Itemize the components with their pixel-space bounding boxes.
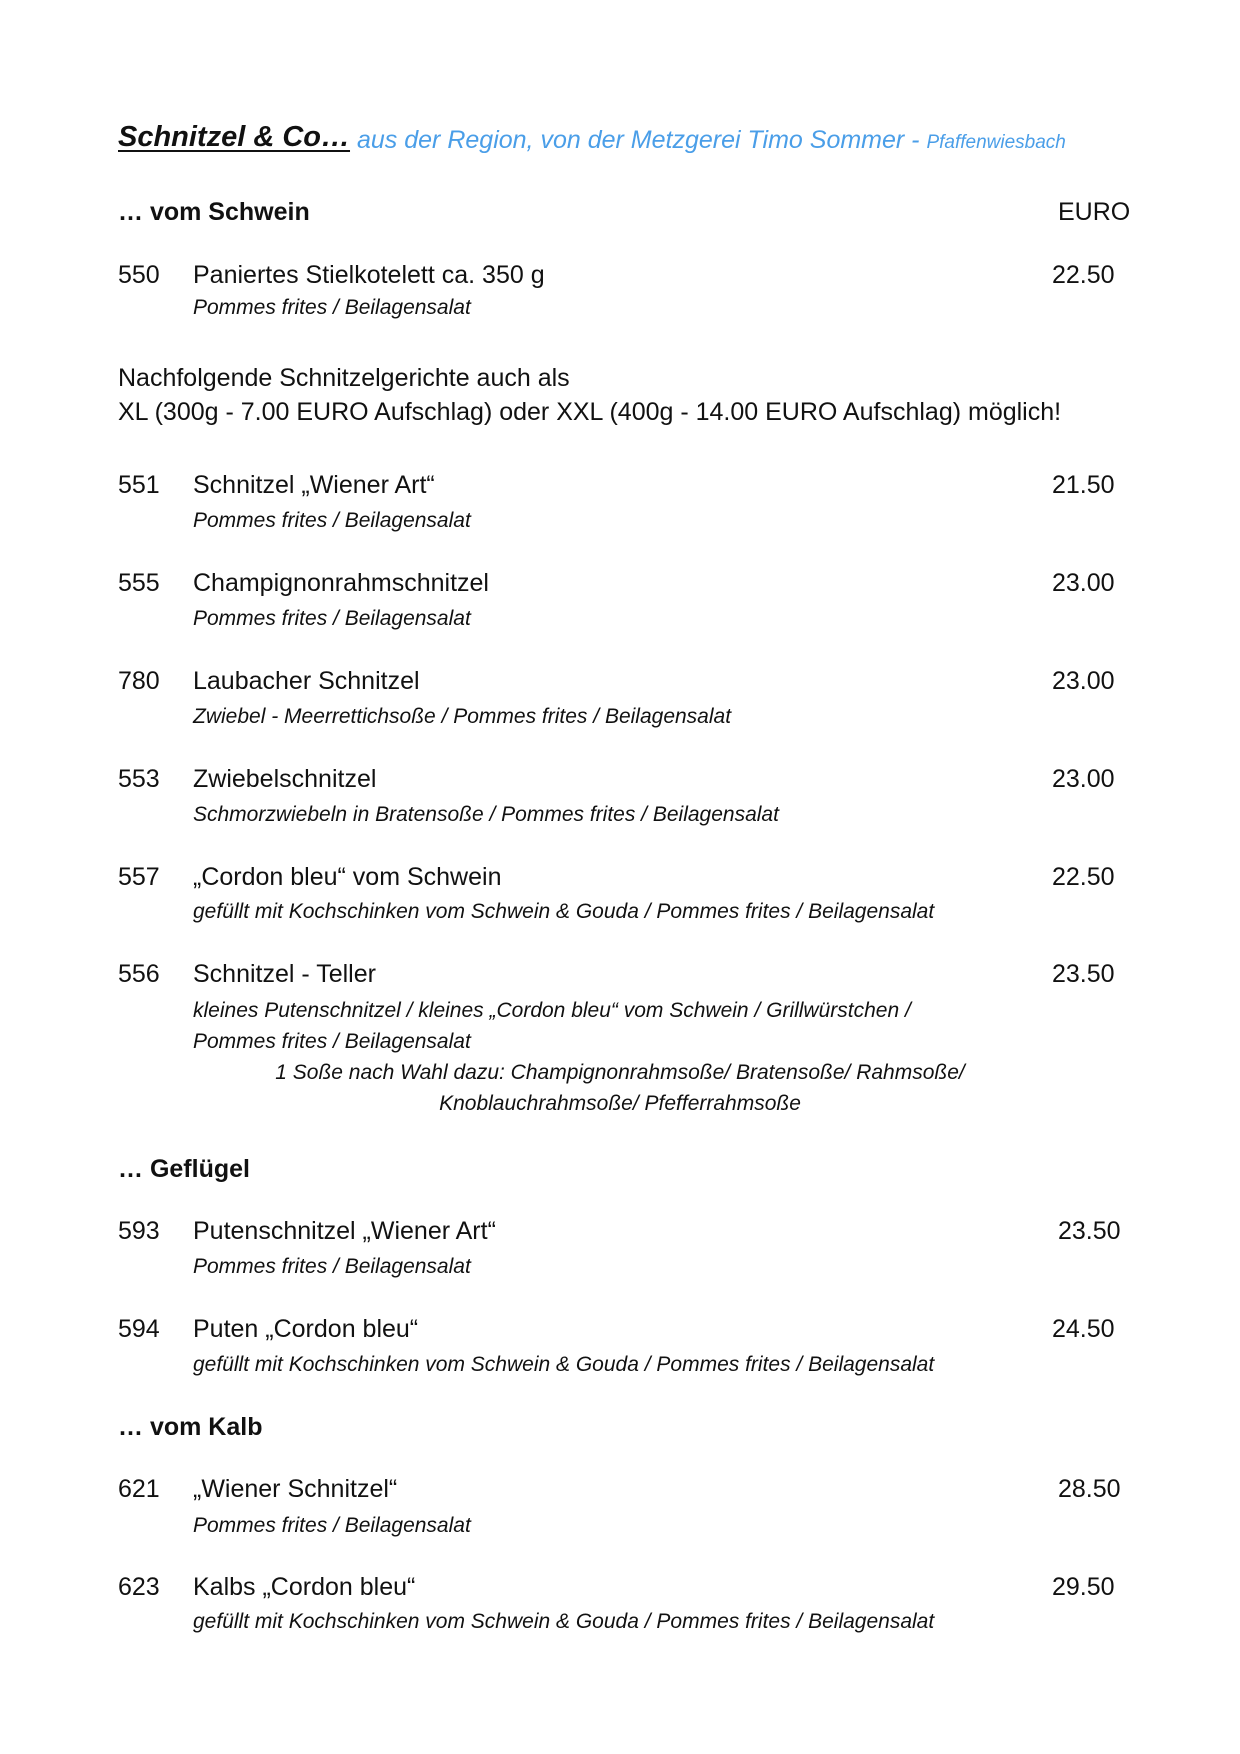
item-price: 28.50 [1058,1475,1121,1503]
item-number: 553 [118,765,160,793]
item-name: Schnitzel „Wiener Art“ [193,471,435,499]
item-name: Laubacher Schnitzel [193,667,420,695]
item-number: 551 [118,471,160,499]
item-description: gefüllt mit Kochschinken vom Schwein & Gouda / Pommes frites / Beilagensalat [193,1610,935,1633]
section-heading-gefluegel: … Geflügel [118,1155,250,1183]
currency-label: EURO [1058,198,1131,226]
item-number: 623 [118,1573,160,1601]
item-description: Pommes frites / Beilagensalat [193,1255,471,1278]
item-price: 23.00 [1052,569,1115,597]
subtitle-text: aus der Region, von der Metzgerei Timo Sommer - [357,126,927,154]
item-number: 593 [118,1217,160,1245]
item-name: „Wiener Schnitzel“ [193,1475,398,1503]
item-number: 594 [118,1315,160,1343]
item-name: Putenschnitzel „Wiener Art“ [193,1217,496,1245]
section-heading-kalb: … vom Kalb [118,1413,263,1441]
item-name: Champignonrahmschnitzel [193,569,489,597]
item-price: 23.50 [1052,960,1115,988]
item-price: 24.50 [1052,1315,1115,1343]
size-note-line-2: XL (300g - 7.00 EURO Aufschlag) oder XXL (400g - 14.00 EURO Aufschlag) möglich! [118,398,1062,426]
item-description: Pommes frites / Beilagensalat [193,607,471,630]
item-price: 23.00 [1052,765,1115,793]
item-description: Schmorzwiebeln in Bratensoße / Pommes frites / Beilagensalat [193,803,779,826]
sauce-choice-line-2: Knoblauchrahmsoße/ Pfefferrahmsoße [439,1092,801,1115]
item-number: 780 [118,667,160,695]
size-note-line-1: Nachfolgende Schnitzelgerichte auch als [118,364,570,392]
item-price: 29.50 [1052,1573,1115,1601]
item-price: 21.50 [1052,471,1115,499]
item-name: Puten „Cordon bleu“ [193,1315,419,1343]
item-description: Zwiebel - Meerrettichsoße / Pommes frites / Beilagensalat [193,705,732,728]
item-name: Kalbs „Cordon bleu“ [193,1573,416,1601]
subtitle-place: Pfaffenwiesbach [926,132,1066,153]
item-description: gefüllt mit Kochschinken vom Schwein & Gouda / Pommes frites / Beilagensalat [193,900,935,923]
item-name: Paniertes Stielkotelett ca. 350 g [193,261,545,289]
item-name: Schnitzel - Teller [193,960,376,988]
item-name: Zwiebelschnitzel [193,765,377,793]
item-price: 23.50 [1058,1217,1121,1245]
menu-title: Schnitzel & Co… [118,121,351,153]
sauce-choice-line-1: 1 Soße nach Wahl dazu: Champignonrahmsoße/ Bratensoße/ Rahmsoße/ [275,1061,965,1084]
item-description: kleines Putenschnitzel / kleines „Cordon bleu“ vom Schwein / Grillwürstchen / [193,999,911,1022]
item-description: gefüllt mit Kochschinken vom Schwein & Gouda / Pommes frites / Beilagensalat [193,1353,935,1376]
item-number: 557 [118,863,160,891]
item-number: 621 [118,1475,160,1503]
section-heading-schwein: … vom Schwein [118,198,310,226]
item-number: 556 [118,960,160,988]
item-name: „Cordon bleu“ vom Schwein [193,863,502,891]
item-price: 23.00 [1052,667,1115,695]
item-price: 22.50 [1052,261,1115,289]
menu-subtitle [357,126,1066,155]
item-description: Pommes frites / Beilagensalat [193,509,471,532]
item-description: Pommes frites / Beilagensalat [193,296,471,319]
item-number: 550 [118,261,160,289]
item-price: 22.50 [1052,863,1115,891]
item-number: 555 [118,569,160,597]
item-description: Pommes frites / Beilagensalat [193,1514,471,1537]
item-description-line-2: Pommes frites / Beilagensalat [193,1030,471,1053]
